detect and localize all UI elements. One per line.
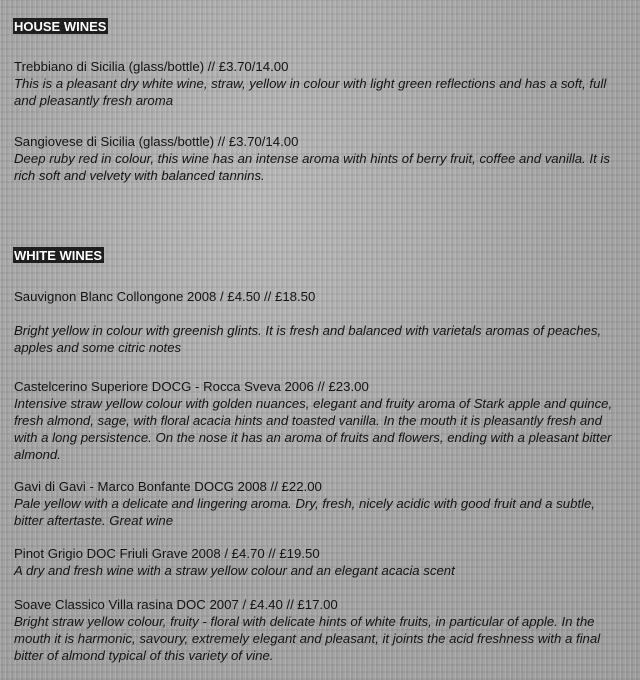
- section-heading-white-wines: WHITE WINES: [14, 248, 103, 263]
- wine-description: This is a pleasant dry white wine, straw, yellow in colour with light green reflections and has a soft, full and pleasantly fresh aroma: [14, 76, 607, 108]
- wine-name: Sauvignon Blanc Collongone 2008 / £4.50 // £18.50: [14, 289, 316, 304]
- wine-name: Sangiovese di Sicilia (glass/bottle) // £3.70/14.00: [14, 134, 299, 149]
- wine-item-pinot-grigio: [14, 545, 626, 579]
- wine-name: Gavi di Gavi - Marco Bonfante DOCG 2008 // £22.00: [14, 479, 322, 494]
- wine-description: Pale yellow with a delicate and lingering aroma. Dry, fresh, nicely acidic with good fruit and a subtle, bitter aftertaste. Great wine: [14, 496, 596, 528]
- wine-item-soave-classico: [14, 596, 626, 664]
- wine-item-sauvignon-blanc: [14, 288, 626, 356]
- section-heading-house-wines: HOUSE WINES: [14, 19, 107, 34]
- wine-description: Intensive straw yellow colour with golden nuances, elegant and fruity aroma of Stark apple and quince, fresh almond, sage, with floral acacia hints and toasted vanilla. In the mouth it is pleasantly fresh and with a long persistence. On the nose it has an aroma of fruits and flowers, ending with a pleasant bitter almond.: [14, 396, 613, 462]
- wine-description: Deep ruby red in colour, this wine has an intense aroma with hints of berry fruit, coffee and vanilla. It is rich soft and velvety with balanced tannins.: [14, 151, 610, 183]
- wine-description: Bright yellow in colour with greenish glints. It is fresh and balanced with varietals aromas of peaches, apples and some citric notes: [14, 323, 602, 355]
- wine-name: Castelcerino Superiore DOCG - Rocca Sveva 2006 // £23.00: [14, 379, 369, 394]
- wine-item-trebbiano: [14, 58, 626, 109]
- wine-item-sangiovese: [14, 133, 626, 184]
- wine-item-gavi-di-gavi: [14, 478, 626, 529]
- wine-name: Soave Classico Villa rasina DOC 2007 / £4.40 // £17.00: [14, 597, 338, 612]
- wine-name: Pinot Grigio DOC Friuli Grave 2008 / £4.70 // £19.50: [14, 546, 320, 561]
- wine-description: Bright straw yellow colour, fruity - floral with delicate hints of white fruits, in particular of apple. In the mouth it is harmonic, savoury, extremely elegant and pleasant, it joints the acid freshness with a final bitter of almond typical of this variety of vine.: [14, 614, 601, 663]
- wine-name: Trebbiano di Sicilia (glass/bottle) // £3.70/14.00: [14, 59, 289, 74]
- wine-description: A dry and fresh wine with a straw yellow colour and an elegant acacia scent: [14, 563, 455, 578]
- wine-item-castelcerino: [14, 378, 626, 463]
